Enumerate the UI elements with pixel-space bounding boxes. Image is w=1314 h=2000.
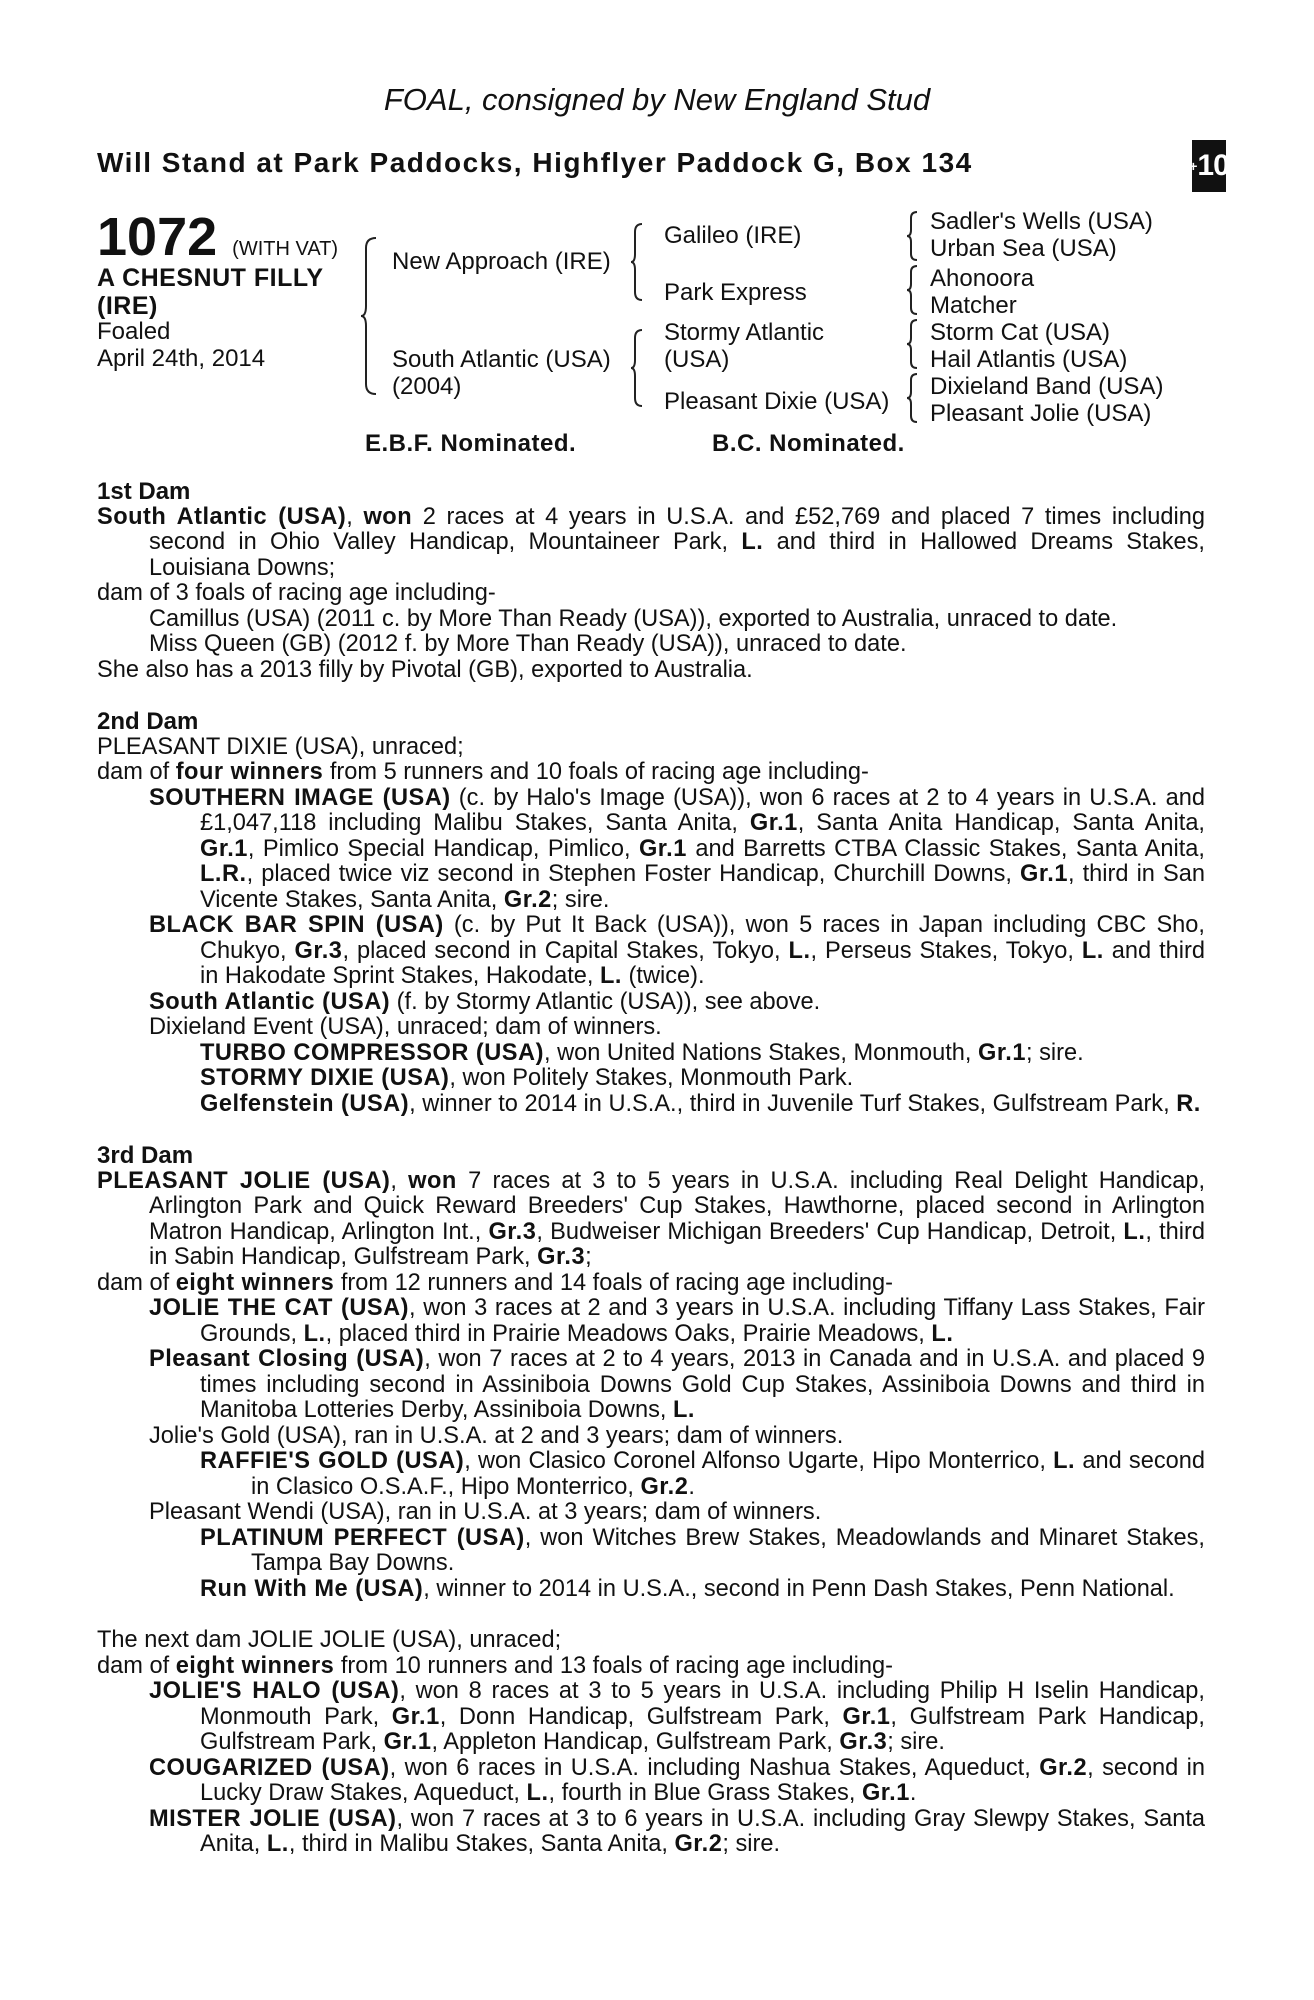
grade-mark: Gr.1 [749, 810, 798, 836]
record-text: and Barretts CTBA Classic Stakes, Santa Anita, [686, 835, 1205, 862]
grade-mark: Gr.1 [200, 835, 248, 862]
pedigree-ggs-3: Storm Cat (USA) [930, 319, 1111, 346]
run-with-me-record [97, 1577, 1205, 1603]
pedigree-grandsire-1: Galileo (IRE) [664, 222, 802, 249]
record-text: ; sire. [887, 1729, 945, 1755]
record-text: ; sire. [1025, 1039, 1084, 1066]
horse-name: PLEASANT JOLIE (USA) [97, 1167, 391, 1194]
record-text: , Donn Handicap, Gulfstream Park, [439, 1703, 843, 1730]
grade-mark: Gr.1 [842, 1703, 891, 1730]
record-text: , won Politely Stakes, Monmouth Park. [449, 1065, 854, 1091]
grade-mark: Gr.3 [839, 1729, 888, 1755]
horse-name: Pleasant Closing (USA) [149, 1346, 425, 1372]
first-dam-foal-2: Miss Queen (GB) (2012 f. by More Than Ready (USA)), unraced to date. [149, 631, 907, 657]
grade-mark: Gr.3 [537, 1244, 586, 1270]
black-bar-spin-record [97, 913, 1205, 990]
southern-image-record [97, 786, 1205, 914]
pedigree-ggs-1: Sadler's Wells (USA) [930, 208, 1153, 235]
record-text: , Budweiser Michigan Breeders' Cup Handicap, Detroit, [536, 1218, 1124, 1245]
record-text: . [909, 1780, 917, 1806]
first-dam-note: She also has a 2013 filly by Pivotal (GB), exported to Australia. [97, 656, 753, 683]
record-text: , won 6 races in U.S.A. including Nashua Stakes, Aqueduct, [389, 1754, 1040, 1781]
pedigree-grandsire-2-line2: (USA) [664, 346, 730, 373]
pleasant-wendi-record: Pleasant Wendi (USA), ran in U.S.A. at 3 years; dam of winners. [149, 1499, 822, 1525]
horse-name: JOLIE THE CAT (USA) [149, 1295, 410, 1321]
record-text: , won Witches Brew Stakes, Meadowlands and Minaret Stakes, Tampa Bay Downs. [251, 1524, 1205, 1576]
pedigree-brace-stormy [906, 318, 920, 370]
grade-mark: Gr.2 [640, 1473, 689, 1500]
horse-name: BLACK BAR SPIN (USA) [149, 912, 444, 938]
winners-count: eight winners [175, 1652, 335, 1679]
horse-name: JOLIE'S HALO (USA) [149, 1678, 400, 1704]
pedigree-ggd-4: Pleasant Jolie (USA) [930, 400, 1152, 427]
record-text: (twice). [621, 963, 705, 989]
record-text: , third in Malibu Stakes, Santa Anita, [288, 1831, 675, 1857]
horse-name: RAFFIE'S GOLD (USA) [200, 1448, 465, 1474]
grade-mark: L. [1081, 937, 1104, 964]
pedigree-ggd-1: Urban Sea (USA) [930, 235, 1117, 262]
cougarized-record [97, 1756, 1205, 1807]
horse-name: COUGARIZED (USA) [149, 1754, 390, 1781]
horse-name: STORMY DIXIE (USA) [200, 1065, 450, 1091]
grade-mark: L. [526, 1780, 549, 1806]
badge-sup: + [1189, 158, 1197, 174]
record-text: , won Clasico Coronel Alfonso Ugarte, Hipo Monterrico, [464, 1448, 1054, 1474]
pedigree-grandsire-2-line1: Stormy Atlantic [664, 319, 825, 346]
record-text: 7 races at 3 to 5 years in U.S.A. including Real Delight Handicap, Arlington Park and Quick Reward Breeders' Cup Stakes, Hawthorne, placed second in Arlington Matron Handicap, Arlington Int., [149, 1167, 1205, 1245]
listed-mark: L. [741, 529, 764, 555]
grade-mark: L. [600, 963, 622, 989]
bc-nominated: B.C. Nominated. [712, 430, 905, 457]
mister-jolie-record [97, 1807, 1205, 1858]
grade-mark: L. [303, 1320, 326, 1347]
ebf-nominated: E.B.F. Nominated. [365, 430, 577, 457]
record-text: , Pimlico Special Handicap, Pimlico, [247, 835, 639, 862]
lot-number-block [97, 206, 338, 268]
second-dam-dam-of [97, 760, 1205, 786]
pedigree-brace-park-express [906, 264, 920, 316]
grade-mark: Gr.2 [1039, 1754, 1088, 1781]
dixieland-event-record: Dixieland Event (USA), unraced; dam of winners. [149, 1014, 662, 1040]
third-dam-record: PLEASANT JOLIE (USA), won 7 races at 3 to 5 years in U.S.A. including Real Delight Handicap, Arlington Park and Quick Reward Breeders' Cup Stakes, Hawthorne, placed second in Arlington Matron Handicap, Arlington Int., Gr.3, Budweiser Michigan Breeders' Cup Handicap, Detroit, L., third in Sabin Handicap, Gulfstream Park, Gr.3; [97, 1167, 1205, 1270]
record-text: (c. by Halo's Image (USA)), won 6 races at 2 to 4 years in U.S.A. and £1,047,118 including Malibu Stakes, Santa Anita, [200, 784, 1205, 836]
pedigree-dam-line2: (2004) [392, 373, 462, 400]
next-dam-intro: The next dam JOLIE JOLIE (USA), unraced; [97, 1627, 562, 1653]
pedigree-brace-galileo [906, 210, 920, 262]
first-dam-won: won [363, 503, 413, 530]
dam-of-text: dam of [97, 1269, 176, 1296]
grade-mark: Gr.3 [294, 937, 343, 964]
record-text: , Gulfstream Park Handicap, Gulfstream Park, [200, 1703, 1205, 1755]
horse-name: Gelfenstein (USA) [200, 1090, 410, 1117]
grade-mark: Gr.1 [1020, 861, 1068, 887]
record-text: , Santa Anita Handicap, Santa Anita, [797, 810, 1205, 836]
horse-name: TURBO COMPRESSOR (USA) [200, 1039, 544, 1066]
grade-mark: Gr.1 [861, 1780, 910, 1806]
record-text: , won 7 races at 3 to 6 years in U.S.A. including Gray Slewpy Stakes, Santa Anita, [200, 1805, 1205, 1857]
dam-of-rest: from 10 runners and 13 foals of racing age including- [334, 1652, 893, 1679]
horse-name: Run With Me (USA) [200, 1575, 424, 1602]
record-text: and second in Clasico O.S.A.F., Hipo Monterrico, [251, 1448, 1205, 1500]
record-text: , placed twice viz second in Stephen Foster Handicap, Churchill Downs, [246, 861, 1021, 887]
pedigree-ggs-2: Ahonoora [930, 265, 1035, 292]
first-dam-heading: 1st Dam [97, 478, 191, 505]
second-dam-intro: PLEASANT DIXIE (USA), unraced; [97, 733, 464, 760]
lot-name [97, 264, 324, 320]
pedigree-ggd-3: Hail Atlantis (USA) [930, 346, 1128, 373]
pedigree-grandsire-2 [664, 319, 824, 373]
third-dam-dam-of [97, 1271, 1205, 1297]
record-text: , second in Lucky Draw Stakes, Aqueduct, [200, 1754, 1205, 1806]
page-subtitle: FOAL, consigned by New England Stud [383, 82, 931, 117]
foaled-date: April 24th, 2014 [97, 345, 266, 372]
winners-count: eight winners [175, 1269, 335, 1296]
foaled-block [97, 318, 265, 372]
lot-badge [1189, 140, 1229, 192]
pedigree-dam [392, 346, 611, 400]
record-text: , fourth in Blue Grass Stakes, [548, 1780, 862, 1806]
record-text: , placed second in Capital Stakes, Tokyo, [342, 937, 789, 964]
grade-mark: Gr.1 [978, 1039, 1026, 1066]
foaled-label: Foaled [97, 318, 171, 345]
grade-mark: L. [788, 937, 811, 964]
badge-number: 10 [1197, 149, 1229, 182]
grade-mark: L. [1123, 1218, 1146, 1245]
pedigree-granddam-2: Pleasant Dixie (USA) [664, 388, 890, 415]
jolies-halo-record [97, 1679, 1205, 1756]
stand-line: Will Stand at Park Paddocks, Highflyer Paddock G, Box 134 [97, 147, 973, 178]
jolie-the-cat-record [97, 1296, 1205, 1347]
second-dam-heading: 2nd Dam [97, 708, 199, 735]
third-dam-heading: 3rd Dam [97, 1142, 194, 1169]
record-text: (c. by Put It Back (USA)), won 5 races in Japan including CBC Sho, Chukyo, [200, 912, 1205, 964]
jolies-gold-record: Jolie's Gold (USA), ran in U.S.A. at 2 and 3 years; dam of winners. [149, 1422, 844, 1449]
pedigree-brace-pleasant-dixie [906, 372, 920, 424]
pedigree-brace-dam [630, 328, 646, 408]
grade-mark: L. [1053, 1448, 1076, 1474]
pleasant-closing-record [97, 1347, 1205, 1424]
record-text: , Perseus Stakes, Tokyo, [810, 937, 1082, 964]
pedigree-ggs-4: Dixieland Band (USA) [930, 373, 1164, 400]
record-text: , winner to 2014 in U.S.A., second in Penn Dash Stakes, Penn National. [423, 1575, 1175, 1602]
grade-mark: Gr.1 [391, 1703, 440, 1730]
record-text: , won 3 races at 2 and 3 years in U.S.A. including Tiffany Lass Stakes, Fair Grounds, [200, 1295, 1205, 1347]
dam-of-rest: from 12 runners and 14 foals of racing age including- [334, 1269, 893, 1296]
record-text: , won United Nations Stakes, Monmouth, [543, 1039, 979, 1066]
dam-of-text: dam of [97, 1652, 176, 1679]
record-text: ; sire. [551, 886, 610, 913]
record-text: , won 7 races at 2 to 4 years, 2013 in Canada and in U.S.A. and placed 9 times including second in Assiniboia Downs Gold Cup Stakes, Assiniboia Downs and third in Manitoba Lotteries Derby, Assiniboia Downs, [200, 1346, 1205, 1423]
turbo-compressor-record [97, 1041, 1205, 1067]
horse-name: SOUTHERN IMAGE (USA) [149, 784, 451, 811]
pedigree-sire: New Approach (IRE) [392, 248, 611, 275]
pedigree-dam-line1: South Atlantic (USA) [392, 346, 611, 373]
record-text: , third in Sabin Handicap, Gulfstream Park, [149, 1218, 1205, 1270]
stormy-dixie-record [97, 1066, 1205, 1092]
first-dam-name: South Atlantic (USA) [97, 503, 347, 530]
first-dam-produce-intro: dam of 3 foals of racing age including- [97, 580, 496, 606]
horse-name: PLATINUM PERFECT (USA) [200, 1524, 525, 1551]
grade-mark: Gr.3 [488, 1218, 537, 1245]
won-label: won [408, 1167, 457, 1194]
first-dam-text: 2 races at 4 years in U.S.A. and £52,769 and placed 7 times including second in Ohio Valley Handicap, Mountaineer Park, [149, 503, 1205, 555]
grade-mark: Gr.2 [503, 886, 552, 913]
record-text: , third in San Vicente Stakes, Santa Anita, [200, 861, 1205, 913]
catalogue-body [97, 479, 1205, 1858]
grade-mark: Gr.1 [638, 835, 687, 862]
record-text: , placed third in Prairie Meadows Oaks, Prairie Meadows, [325, 1320, 932, 1347]
grade-mark: Gr.1 [383, 1729, 432, 1755]
record-text: ; sire. [722, 1831, 781, 1857]
grade-mark: L. [672, 1397, 695, 1423]
lot-name-line1: A CHESNUT FILLY [97, 264, 324, 292]
platinum-perfect-record [97, 1526, 1205, 1577]
record-text: ; [585, 1244, 592, 1270]
south-atlantic-record [97, 990, 1205, 1016]
grade-mark: R. [1176, 1090, 1201, 1117]
raffies-gold-record [97, 1449, 1205, 1500]
winners-count: four winners [175, 759, 324, 785]
first-dam-foal-1: Camillus (USA) (2011 c. by More Than Ready (USA)), exported to Australia, unraced to date. [149, 605, 1118, 632]
pedigree-brace-sire [630, 222, 646, 302]
grade-mark: Gr.2 [674, 1831, 723, 1857]
grade-mark: L. [931, 1320, 954, 1347]
lot-number: 1072 [97, 207, 218, 267]
dam-of-text: dam of [97, 759, 176, 785]
lot-vat: (WITH VAT) [232, 238, 339, 260]
record-text: (f. by Stormy Atlantic (USA)), see above. [390, 988, 821, 1015]
gelfenstein-record [97, 1092, 1205, 1118]
horse-name: South Atlantic (USA) [149, 988, 391, 1015]
record-text: , won 8 races at 3 to 5 years in U.S.A. including Philip H Iselin Handicap, Monmouth Park, [200, 1678, 1205, 1730]
lot-name-line2: (IRE) [97, 292, 158, 320]
horse-name: MISTER JOLIE (USA) [149, 1805, 397, 1832]
record-text: , winner to 2014 in U.S.A., third in Juvenile Turf Stakes, Gulfstream Park, [409, 1090, 1177, 1117]
record-text: , Appleton Handicap, Gulfstream Park, [431, 1729, 840, 1755]
first-dam-record: South Atlantic (USA), won 2 races at 4 years in U.S.A. and £52,769 and placed 7 times including second in Ohio Valley Handicap, Mountaineer Park, L. and third in Hallowed Dreams Stakes, Louisiana Downs; [97, 503, 1205, 581]
grade-mark: L.R. [200, 861, 247, 887]
pedigree-ggd-2: Matcher [930, 292, 1017, 319]
dam-of-rest: from 5 runners and 10 foals of racing age including- [323, 759, 869, 785]
first-dam-text2: and third in Hallowed Dreams Stakes, Louisiana Downs; [149, 529, 1205, 581]
pedigree-brace-main [360, 236, 380, 396]
grade-mark: L. [266, 1831, 289, 1857]
record-text: . [688, 1473, 695, 1500]
record-text: and third in Hakodate Sprint Stakes, Hakodate, [200, 937, 1206, 989]
pedigree-granddam-1: Park Express [664, 279, 807, 306]
next-dam-dam-of [97, 1654, 1205, 1680]
